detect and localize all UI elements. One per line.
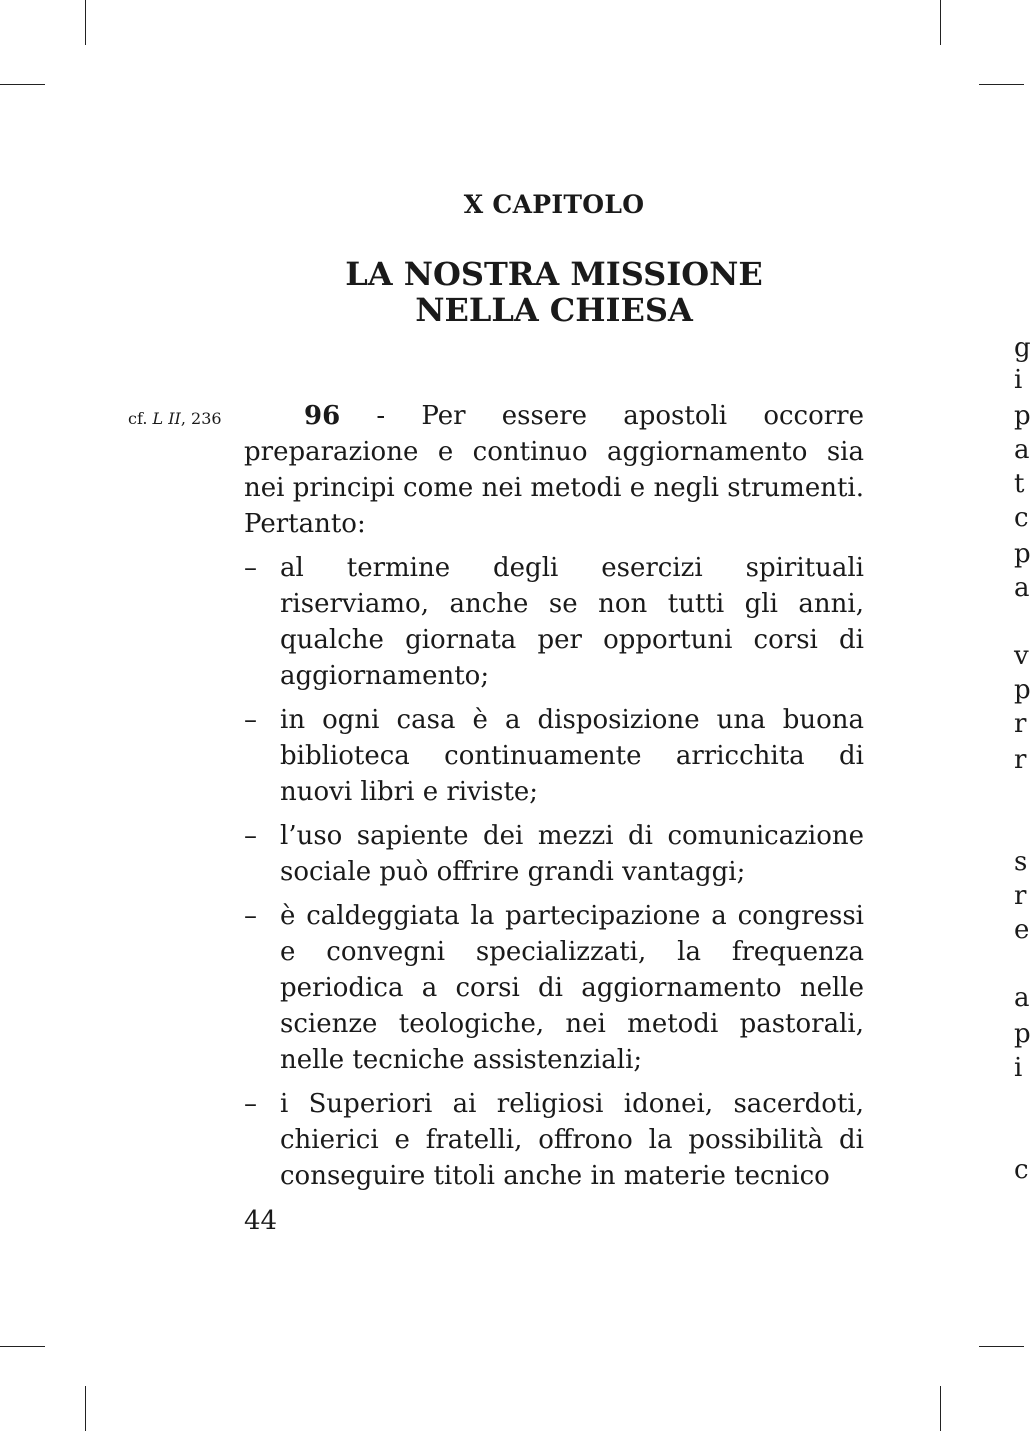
dash-marker: –	[244, 821, 257, 851]
list-item-text: in ogni casa è a disposizione una buona biblioteca continuamente arricchita di nuovi libri e riviste;	[280, 705, 864, 807]
crop-mark	[940, 0, 941, 45]
bleed-letter: r	[1014, 881, 1027, 911]
list-item	[244, 818, 864, 890]
bleed-letter: r	[1014, 709, 1027, 739]
paragraph-96	[244, 398, 864, 542]
chapter-title-line2: NELLA CHIESA	[415, 291, 693, 329]
crop-mark	[979, 1346, 1024, 1347]
bleed-letter: s	[1014, 847, 1028, 877]
bleed-letter: c	[1014, 1155, 1029, 1185]
bleed-letter: a	[1014, 573, 1030, 603]
dash-marker: –	[244, 1089, 257, 1119]
list-item-text: è caldeggiata la partecipazione a congressi e convegni specializzati, la frequenza periodica a corsi di aggiornamento nelle scienze teologiche, nei metodi pastorali, nelle tecniche assistenziali;	[280, 901, 864, 1075]
chapter-label: X CAPITOLO	[463, 190, 645, 219]
paragraph-text: - Per essere apostoli occorre preparazione e continuo aggiornamento sia nei principi come nei metodi e negli strumenti. Pertanto:	[244, 401, 864, 539]
bleed-letter: p	[1014, 1019, 1031, 1049]
crop-mark	[85, 1386, 86, 1431]
chapter-title-line1: LA NOSTRA MISSIONE	[345, 255, 763, 293]
margin-ref-italic: L II	[152, 409, 181, 428]
bleed-letter: r	[1014, 745, 1027, 775]
bleed-letter: v	[1014, 641, 1029, 671]
list-item	[244, 550, 864, 694]
crop-mark	[979, 84, 1024, 85]
page-number: 44	[244, 1206, 278, 1236]
margin-reference	[128, 409, 222, 428]
list-item-text: l’uso sapiente dei mezzi di comunicazione sociale può offrire grandi vantaggi;	[280, 821, 864, 887]
list-item	[244, 898, 864, 1078]
bleed-letter: p	[1014, 675, 1031, 705]
bleed-letter: c	[1014, 503, 1029, 533]
dash-marker: –	[244, 705, 257, 735]
bleed-letter: a	[1014, 983, 1030, 1013]
bleed-letter: t	[1014, 469, 1025, 499]
crop-mark	[940, 1386, 941, 1431]
dash-marker: –	[244, 901, 257, 931]
margin-ref-suffix: , 236	[180, 409, 222, 428]
list-item	[244, 1086, 864, 1194]
margin-ref-prefix: cf.	[128, 409, 148, 428]
crop-mark	[0, 1346, 45, 1347]
crop-mark	[85, 0, 86, 45]
bleed-letter: e	[1014, 915, 1030, 945]
bleed-letter: i	[1014, 1053, 1023, 1083]
bleed-letter: a	[1014, 435, 1030, 465]
list-item-text: al termine degli esercizi spirituali riserviamo, anche se non tutti gli anni, qualche giornata per opportuni corsi di aggiornamento;	[280, 553, 864, 691]
dash-marker: –	[244, 553, 257, 583]
crop-mark	[0, 84, 45, 85]
bleed-letter: i	[1014, 365, 1023, 395]
list-item-text: i Superiori ai religiosi idonei, sacerdoti, chierici e fratelli, offrono la possibilità di conseguire titoli anche in materie tecnico	[280, 1089, 864, 1191]
list-item	[244, 702, 864, 810]
bleed-letter: p	[1014, 539, 1031, 569]
body-text	[244, 398, 864, 1194]
paragraph-number: 96	[304, 401, 341, 431]
chapter-title	[244, 256, 864, 328]
bleed-letter: p	[1014, 401, 1031, 431]
bleed-letter: g	[1014, 333, 1031, 363]
